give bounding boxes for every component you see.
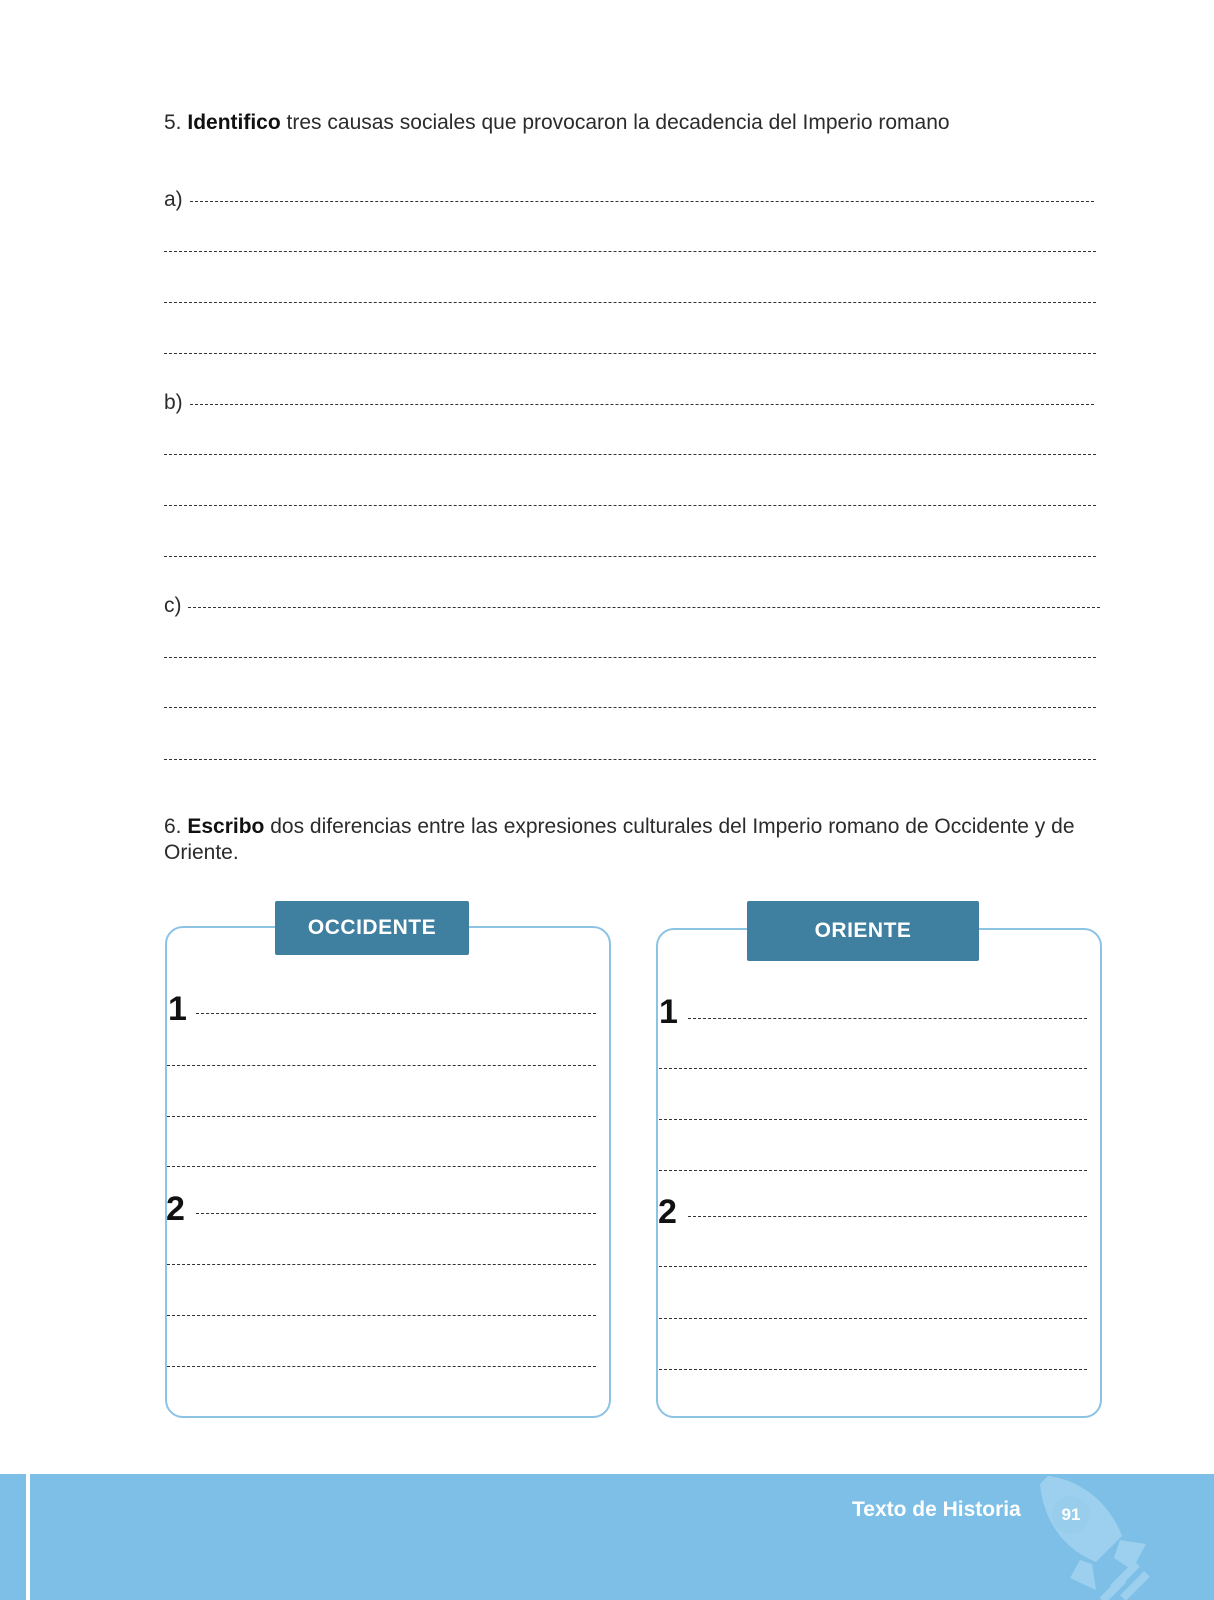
- question-5: [164, 110, 1124, 136]
- oriente-answer-line[interactable]: [659, 1266, 1087, 1267]
- answer-line[interactable]: [164, 505, 1096, 506]
- question-6-number: 6.: [164, 815, 182, 838]
- answer-line[interactable]: [190, 201, 1094, 202]
- occidente-answer-line[interactable]: [167, 1315, 596, 1316]
- page-footer: [0, 1474, 1214, 1600]
- answer-line[interactable]: [164, 657, 1096, 658]
- question-6-text: dos diferencias entre las expresiones culturales del Imperio romano de Occidente y de Oriente.: [164, 815, 1075, 864]
- answer-line[interactable]: [164, 759, 1096, 760]
- oriente-answer-line[interactable]: [659, 1318, 1087, 1319]
- rocket-icon: [1022, 1474, 1172, 1600]
- occidente-header: OCCIDENTE: [275, 901, 469, 955]
- oriente-number-2: 2: [658, 1193, 677, 1231]
- item-c-label: c): [164, 594, 182, 617]
- occidente-answer-line[interactable]: [167, 1065, 596, 1066]
- item-b-label: b): [164, 391, 183, 414]
- answer-line[interactable]: [190, 404, 1094, 405]
- question-6-verb: Escribo: [187, 815, 265, 838]
- oriente-answer-line[interactable]: [659, 1119, 1087, 1120]
- footer-title: Texto de Historia: [852, 1498, 1021, 1521]
- occidente-number-1: 1: [168, 990, 187, 1028]
- oriente-answer-line[interactable]: [688, 1018, 1087, 1019]
- answer-line[interactable]: [164, 251, 1096, 252]
- occidente-box: [165, 926, 611, 1418]
- footer-stripe: [26, 1474, 30, 1600]
- oriente-answer-line[interactable]: [688, 1216, 1087, 1217]
- occidente-answer-line[interactable]: [196, 1213, 596, 1214]
- occidente-answer-line[interactable]: [167, 1166, 596, 1167]
- answer-line[interactable]: [164, 353, 1096, 354]
- answer-line[interactable]: [164, 556, 1096, 557]
- occidente-number-2: 2: [166, 1190, 185, 1228]
- item-a-label: a): [164, 188, 183, 211]
- answer-line[interactable]: [188, 607, 1100, 608]
- occidente-answer-line[interactable]: [167, 1366, 596, 1367]
- answer-line[interactable]: [164, 707, 1096, 708]
- occidente-answer-line[interactable]: [167, 1264, 596, 1265]
- question-5-text: tres causas sociales que provocaron la decadencia del Imperio romano: [286, 111, 950, 134]
- question-6: [164, 814, 1109, 866]
- oriente-header: ORIENTE: [747, 901, 979, 961]
- oriente-box: [656, 928, 1102, 1418]
- occidente-answer-line[interactable]: [167, 1116, 596, 1117]
- oriente-answer-line[interactable]: [659, 1369, 1087, 1370]
- oriente-answer-line[interactable]: [659, 1170, 1087, 1171]
- answer-line[interactable]: [164, 454, 1096, 455]
- page-number: 91: [1052, 1496, 1090, 1534]
- question-5-verb: Identifico: [187, 111, 281, 134]
- oriente-answer-line[interactable]: [659, 1068, 1087, 1069]
- question-5-number: 5.: [164, 111, 182, 134]
- occidente-answer-line[interactable]: [196, 1013, 596, 1014]
- answer-line[interactable]: [164, 302, 1096, 303]
- oriente-number-1: 1: [659, 993, 678, 1031]
